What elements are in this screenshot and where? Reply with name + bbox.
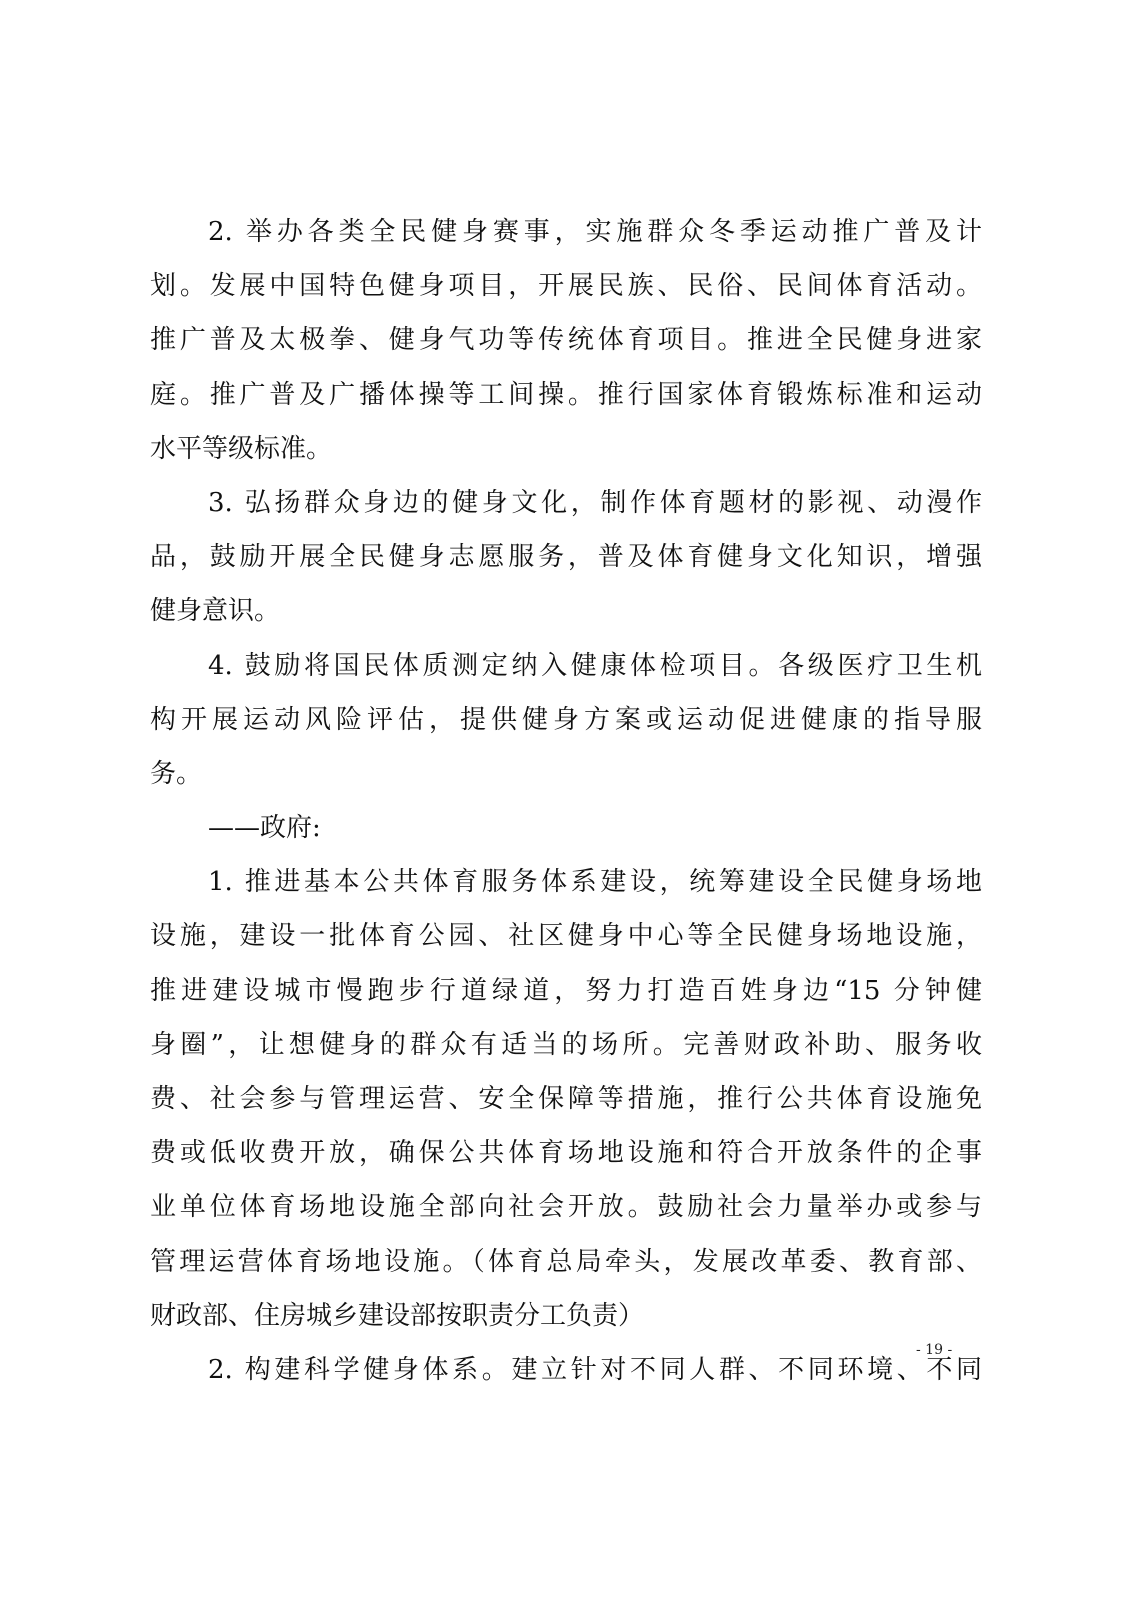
text-line: 身圈”，让想健身的群众有适当的场所。完善财政补助、服务收: [150, 1029, 982, 1060]
text-line: 1. 推进基本公共体育服务体系建设，统筹建设全民健身场地: [208, 867, 982, 898]
text-line: 4. 鼓励将国民体质测定纳入健康体检项目。各级医疗卫生机: [208, 650, 982, 681]
text-line: 庭。推广普及广播体操等工间操。推行国家体育锻炼标准和运动: [150, 379, 982, 410]
text-line: 费、社会参与管理运营、安全保障等措施，推行公共体育设施免: [150, 1084, 982, 1114]
text-line: 业单位体育场地设施全部向社会开放。鼓励社会力量举办或参与: [150, 1192, 982, 1223]
text-line: 3. 弘扬群众身边的健身文化，制作体育题材的影视、动漫作: [208, 487, 982, 518]
document-body: [150, 205, 982, 1397]
text-line: 2. 构建科学健身体系。建立针对不同人群、不同环境、不同: [208, 1354, 982, 1385]
text-line: 品，鼓励开展全民健身志愿服务，普及体育健身文化知识，增强: [150, 542, 982, 573]
text-line: 构开展运动风险评估，提供健身方案或运动促进健康的指导服: [150, 704, 982, 735]
text-line: 费或低收费开放，确保公共体育场地设施和符合开放条件的企事: [150, 1138, 982, 1169]
text-line: 水平等级标准。: [150, 433, 333, 464]
text-line: 设施，建设一批体育公园、社区健身中心等全民健身场地设施，: [150, 921, 982, 952]
text-line: 健身意识。: [150, 596, 281, 627]
section-heading: ——政府:: [208, 813, 321, 844]
text-line: 划。发展中国特色健身项目，开展民族、民俗、民间体育活动。: [150, 271, 982, 302]
text-line: 推广普及太极拳、健身气功等传统体育项目。推进全民健身进家: [150, 325, 982, 356]
text-line: 管理运营体育场地设施。（体育总局牵头，发展改革委、教育部、: [150, 1246, 982, 1277]
page-number: - 19 -: [916, 1342, 953, 1358]
text-line: 务。: [150, 758, 203, 789]
text-line: 财政部、住房城乡建设部按职责分工负责）: [150, 1300, 645, 1331]
text-line: 推进建设城市慢跑步行道绿道，努力打造百姓身边“15 分钟健: [150, 975, 982, 1006]
text-line: 2. 举办各类全民健身赛事，实施群众冬季运动推广普及计: [208, 217, 982, 247]
